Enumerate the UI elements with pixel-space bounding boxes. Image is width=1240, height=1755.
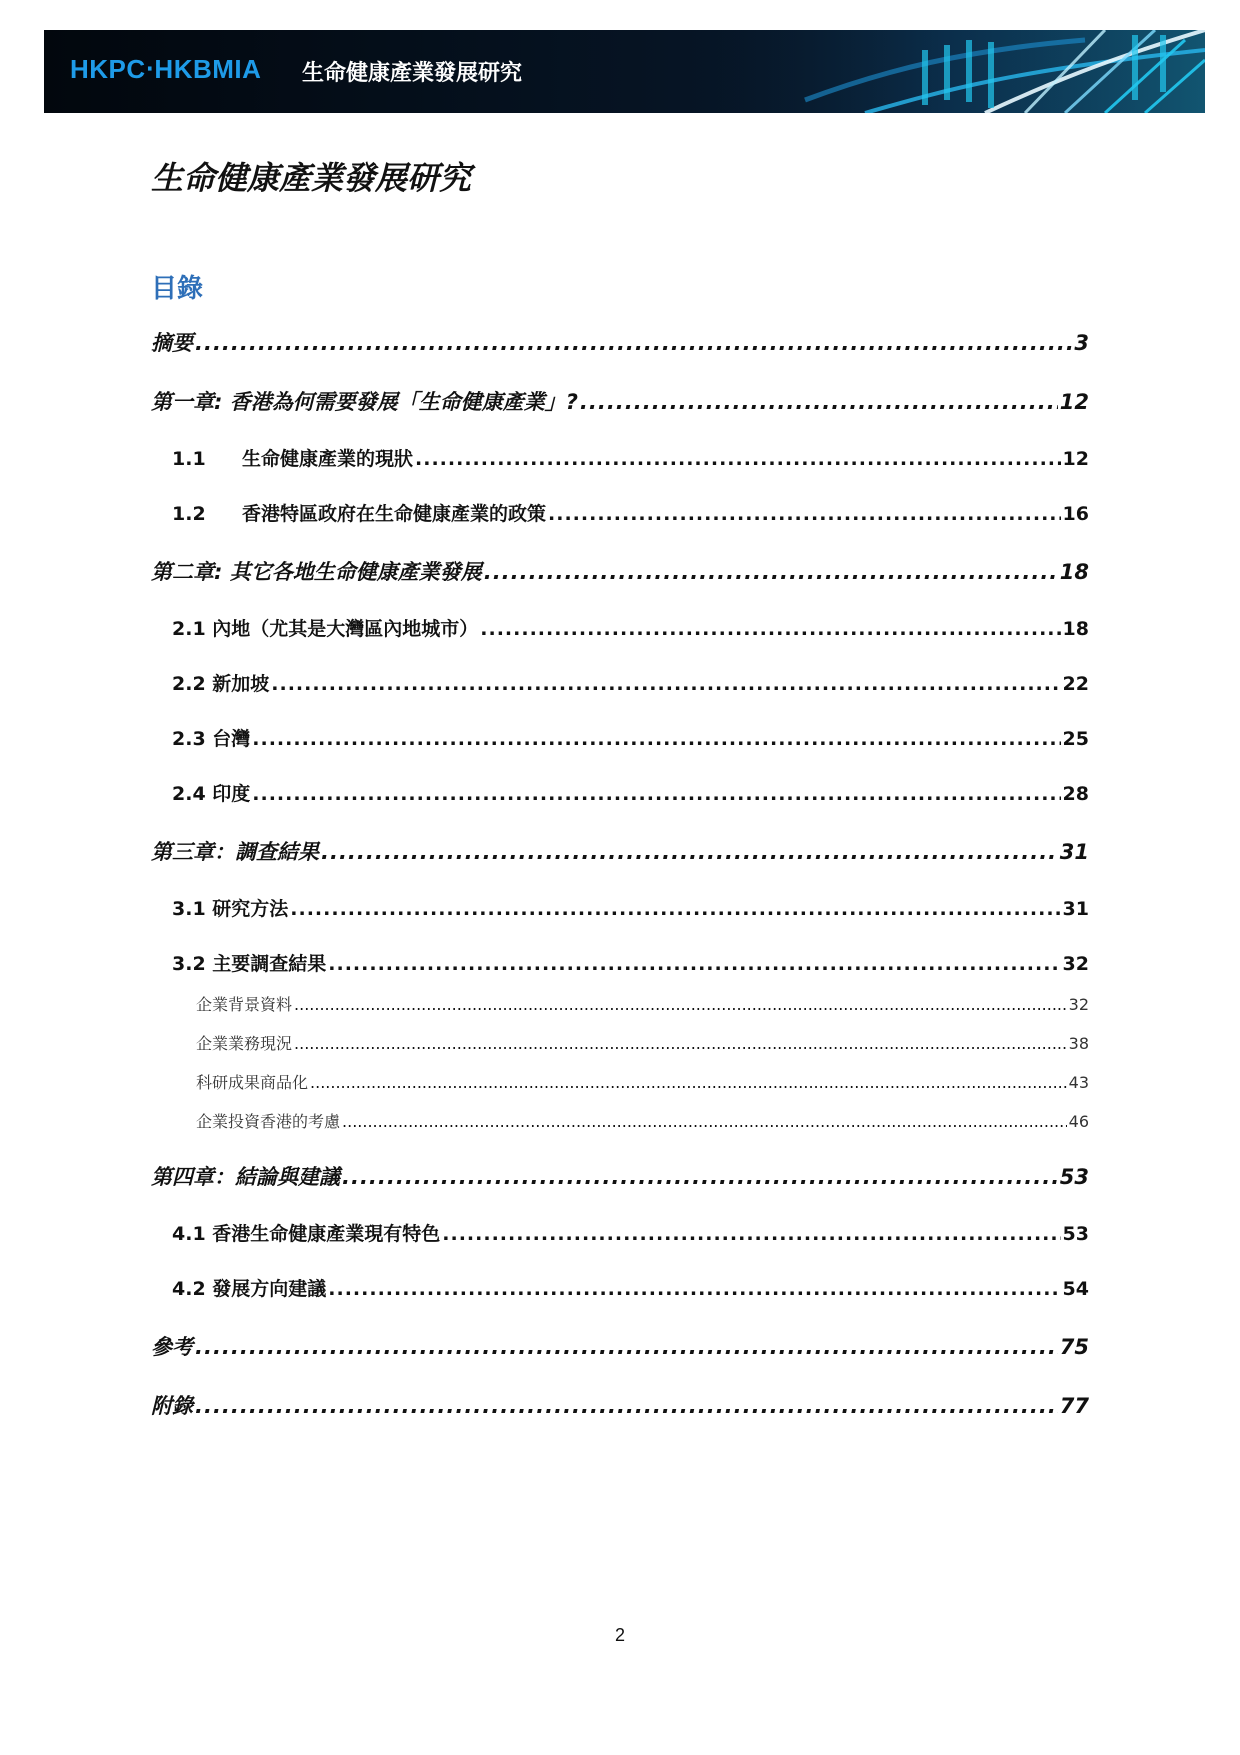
- toc-entry-title: 摘要: [151, 331, 193, 355]
- dot-leader: [195, 1335, 1058, 1359]
- toc-entry-4-2[interactable]: [172, 1274, 1089, 1301]
- toc-entry-page: 46: [1068, 1112, 1089, 1131]
- dot-leader: [480, 618, 1060, 640]
- toc-entry-title: 附錄: [151, 1394, 193, 1418]
- toc-entry-title: 生命健康產業的現狀: [242, 448, 414, 470]
- dot-leader: [294, 995, 1067, 1014]
- toc-entry-page: 31: [1059, 840, 1089, 864]
- banner-title: 生命健康產業發展研究: [302, 61, 523, 86]
- toc-entry-title: 參考: [151, 1335, 193, 1359]
- toc-entry-page: 12: [1059, 390, 1089, 414]
- toc-entry-page: 53: [1059, 1165, 1089, 1189]
- toc-entry-page: 43: [1068, 1073, 1089, 1092]
- dot-leader: [195, 331, 1072, 355]
- toc-entry-page: 16: [1062, 503, 1089, 525]
- toc-entry-title: 4.2 發展方向建議: [172, 1278, 327, 1300]
- toc-entry-number: 1.1: [172, 448, 206, 470]
- toc-entry-4-1[interactable]: [172, 1219, 1089, 1246]
- toc-entry-title: 2.4 印度: [172, 783, 251, 805]
- toc-entry-page: 28: [1062, 783, 1089, 805]
- toc-entry-1-2[interactable]: [172, 499, 1089, 526]
- toc-entry-page: 38: [1068, 1034, 1089, 1053]
- header-banner: [44, 30, 1205, 113]
- toc-entry-page: 31: [1062, 898, 1089, 920]
- toc-entry-title: 企業業務現況: [196, 1034, 293, 1053]
- toc-entry-title: 香港特區政府在生命健康產業的政策: [242, 503, 547, 525]
- toc-heading: 目錄: [151, 274, 204, 304]
- dot-leader: [294, 1034, 1067, 1053]
- toc-entry-chapter-1[interactable]: [151, 386, 1089, 416]
- toc-entry-page: 53: [1062, 1223, 1089, 1245]
- toc-entry-1-1[interactable]: [172, 444, 1089, 471]
- dot-leader: [252, 728, 1060, 750]
- toc-entry-title: 4.1 香港生命健康產業現有特色: [172, 1223, 441, 1245]
- toc-entry-title: 第三章：調查結果: [151, 840, 319, 864]
- toc-entry-2-2[interactable]: [172, 669, 1089, 696]
- toc-entry-investment-considerations[interactable]: [196, 1109, 1089, 1132]
- toc-entry-appendix[interactable]: [151, 1390, 1089, 1420]
- toc-entry-title: 企業背景資料: [196, 995, 293, 1014]
- document-title: 生命健康產業發展研究: [151, 159, 472, 197]
- toc-entry-summary[interactable]: [151, 327, 1089, 357]
- toc-entry-page: 22: [1062, 673, 1089, 695]
- dot-leader: [342, 1165, 1058, 1189]
- toc-entry-title: 3.2 主要調查結果: [172, 953, 327, 975]
- dot-leader: [442, 1223, 1060, 1245]
- dot-leader: [548, 503, 1061, 525]
- toc-entry-title: 3.1 研究方法: [172, 898, 289, 920]
- toc-entry-3-2[interactable]: [172, 949, 1089, 976]
- toc-entry-title: 第四章：結論與建議: [151, 1165, 340, 1189]
- dot-leader: [580, 390, 1058, 414]
- toc-entry-chapter-2[interactable]: [151, 556, 1089, 586]
- toc-entry-page: 18: [1062, 618, 1089, 640]
- dot-leader: [321, 840, 1058, 864]
- toc-entry-title: 2.1 內地（尤其是大灣區內地城市）: [172, 618, 479, 640]
- dot-leader: [484, 560, 1058, 584]
- dot-leader: [342, 1112, 1067, 1131]
- dot-leader: [252, 783, 1060, 805]
- toc-entry-title: 第一章: 香港為何需要發展「生命健康產業」?: [151, 390, 578, 414]
- toc-entry-page: 12: [1062, 448, 1089, 470]
- toc-entry-title: 第二章: 其它各地生命健康產業發展: [151, 560, 482, 584]
- toc-entry-title: 企業投資香港的考慮: [196, 1112, 341, 1131]
- toc-entry-page: 3: [1074, 331, 1089, 355]
- toc-entry-business-status[interactable]: [196, 1031, 1089, 1054]
- toc-entry-company-background[interactable]: [196, 992, 1089, 1015]
- toc-entry-number: 1.2: [172, 503, 206, 525]
- toc-entry-references[interactable]: [151, 1331, 1089, 1361]
- banner-brand: HKPC‧HKBMIA: [70, 54, 262, 84]
- toc-entry-2-4[interactable]: [172, 779, 1089, 806]
- toc-entry-page: 32: [1062, 953, 1089, 975]
- toc-entry-chapter-3[interactable]: [151, 836, 1089, 866]
- dot-leader: [271, 673, 1060, 695]
- dna-helix-image: [685, 30, 1205, 113]
- toc-entry-2-3[interactable]: [172, 724, 1089, 751]
- toc-entry-page: 32: [1068, 995, 1089, 1014]
- toc-entry-page: 25: [1062, 728, 1089, 750]
- dot-leader: [328, 953, 1060, 975]
- dot-leader: [310, 1073, 1067, 1092]
- toc-entry-2-1[interactable]: [172, 614, 1089, 641]
- toc-entry-3-1[interactable]: [172, 894, 1089, 921]
- dot-leader: [415, 448, 1061, 470]
- toc-entry-title: 2.2 新加坡: [172, 673, 270, 695]
- dot-leader: [290, 898, 1060, 920]
- toc-entry-page: 77: [1059, 1394, 1089, 1418]
- toc-entry-title: 科研成果商品化: [196, 1073, 309, 1092]
- toc-entry-page: 18: [1059, 560, 1089, 584]
- dot-leader: [195, 1394, 1058, 1418]
- toc-entry-title: 2.3 台灣: [172, 728, 251, 750]
- toc-entry-page: 75: [1059, 1335, 1089, 1359]
- toc-entry-commercialization[interactable]: [196, 1070, 1089, 1093]
- dot-leader: [328, 1278, 1060, 1300]
- page-number: 2: [614, 1625, 625, 1645]
- toc-entry-chapter-4[interactable]: [151, 1161, 1089, 1191]
- toc-entry-page: 54: [1062, 1278, 1089, 1300]
